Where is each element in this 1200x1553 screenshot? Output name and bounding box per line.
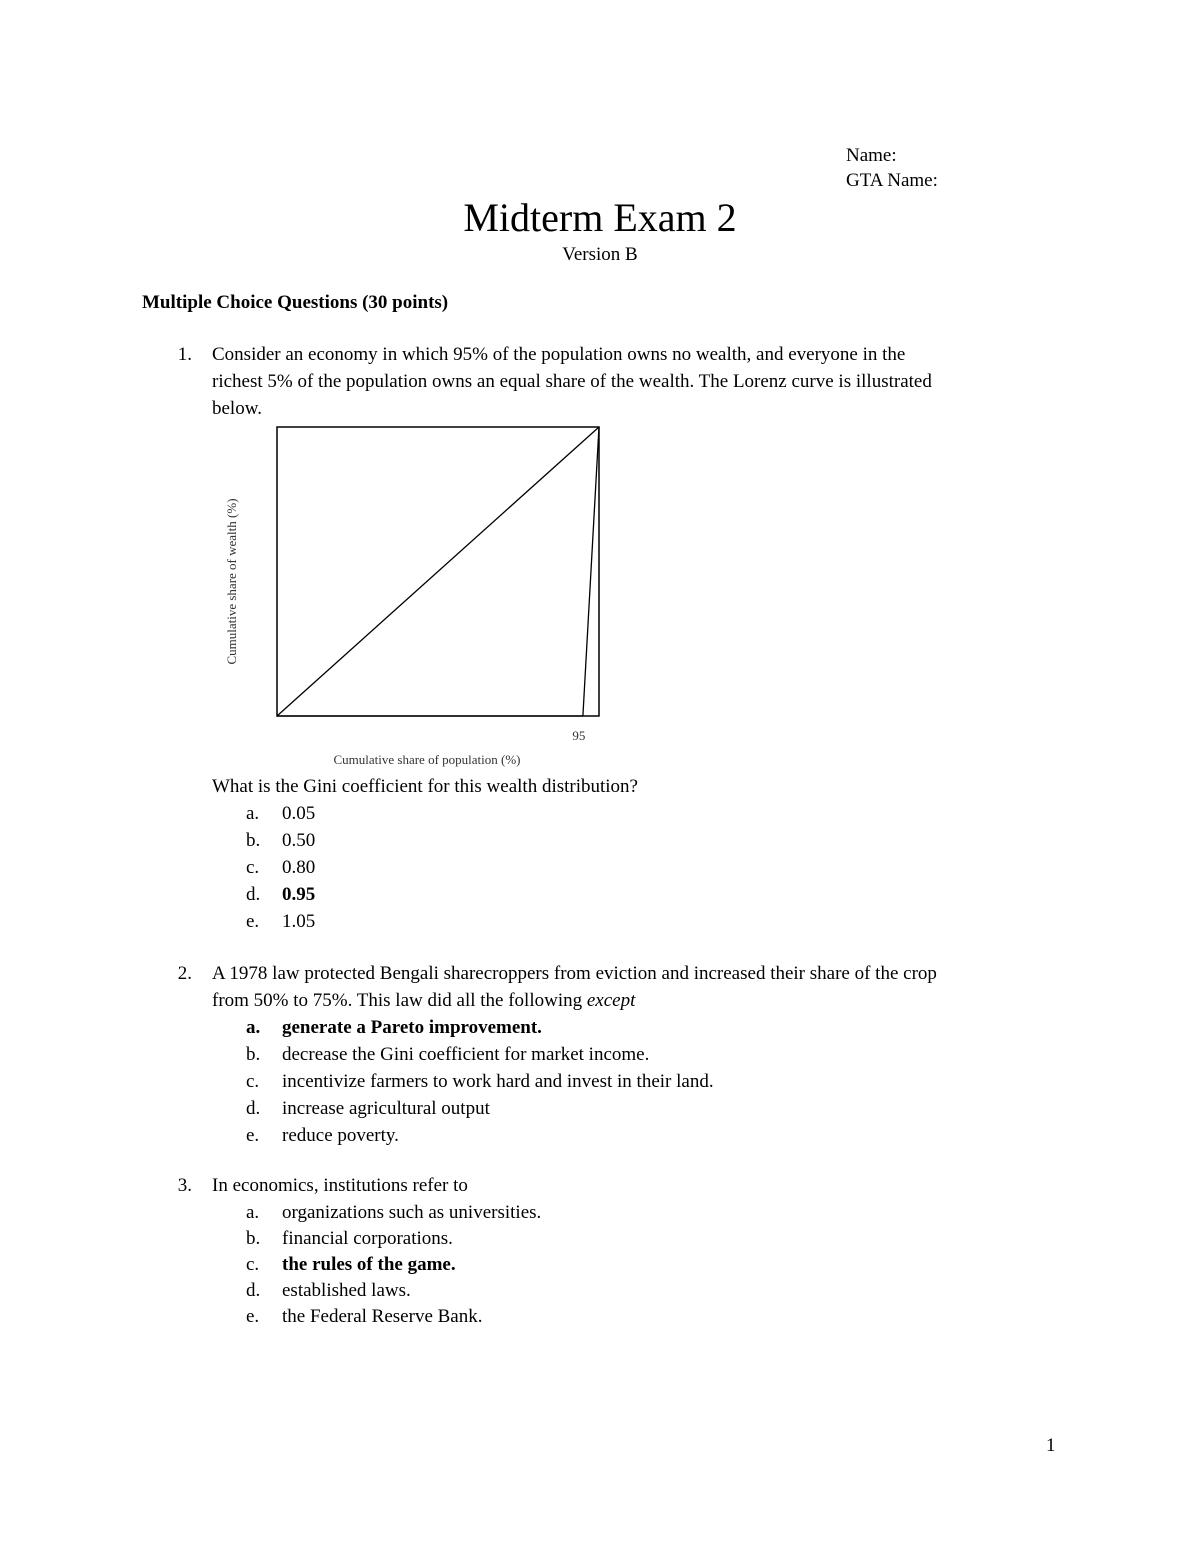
x-axis-label: Cumulative share of population (%): [333, 752, 521, 767]
lorenz-curve-chart: [210, 420, 630, 770]
option-text: increase agricultural output: [282, 1098, 490, 1119]
option-letter: d.: [246, 1280, 261, 1301]
option-text: organizations such as universities.: [282, 1202, 542, 1223]
name-label: Name:: [846, 145, 897, 166]
option-letter: d.: [246, 884, 261, 905]
option-letter: e.: [246, 911, 260, 932]
exam-version: Version B: [562, 244, 638, 265]
option-letter: e.: [246, 1125, 260, 1146]
option-text-answer: generate a Pareto improvement.: [282, 1017, 542, 1038]
equality-line: [277, 427, 599, 716]
section-title: Multiple Choice Questions (30 points): [142, 292, 449, 313]
option-letter: b.: [246, 1044, 261, 1065]
option-text: established laws.: [282, 1280, 411, 1301]
question-number: 1.: [177, 344, 192, 365]
option-text: 1.05: [282, 911, 316, 932]
option-text: the Federal Reserve Bank.: [282, 1306, 483, 1327]
gta-name-label: GTA Name:: [846, 170, 938, 191]
option-text-answer: 0.95: [282, 884, 316, 905]
x-tick-label: 95: [572, 728, 586, 743]
option-text: incentivize farmers to work hard and invest in their land.: [282, 1071, 714, 1092]
option-letter: a.: [246, 1017, 261, 1038]
option-letter: c.: [246, 1254, 260, 1275]
option-letter: e.: [246, 1306, 260, 1327]
option-text: 0.50: [282, 830, 316, 851]
question-number: 2.: [177, 963, 192, 984]
question-1-line-3: below.: [212, 398, 262, 419]
option-text: reduce poverty.: [282, 1125, 399, 1146]
option-text: 0.80: [282, 857, 316, 878]
question-2-line-2: [212, 987, 635, 1014]
option-letter: b.: [246, 830, 261, 851]
option-text: 0.05: [282, 803, 316, 824]
question-2-line-1: A 1978 law protected Bengali sharecroppers from eviction and increased their share of the crop: [212, 963, 937, 984]
option-letter: c.: [246, 857, 260, 878]
exam-title: Midterm Exam 2: [463, 195, 737, 240]
page-number: 1: [1046, 1435, 1056, 1456]
option-letter: d.: [246, 1098, 261, 1119]
question-2-emphasis: except: [586, 990, 636, 1011]
question-1-prompt: What is the Gini coefficient for this wealth distribution?: [212, 776, 638, 797]
question-2-text: from 50% to 75%. This law did all the following: [212, 990, 587, 1011]
option-text-answer: the rules of the game.: [282, 1254, 456, 1275]
question-3-text: In economics, institutions refer to: [212, 1175, 468, 1196]
question-1-line-1: Consider an economy in which 95% of the population owns no wealth, and everyone in the: [212, 344, 906, 365]
option-letter: a.: [246, 803, 260, 824]
option-letter: b.: [246, 1228, 261, 1249]
option-text: financial corporations.: [282, 1228, 453, 1249]
y-axis-label: Cumulative share of wealth (%): [224, 498, 239, 665]
option-letter: c.: [246, 1071, 260, 1092]
option-letter: a.: [246, 1202, 260, 1223]
question-number: 3.: [177, 1175, 192, 1196]
option-text: decrease the Gini coefficient for market income.: [282, 1044, 650, 1065]
question-1-line-2: richest 5% of the population owns an equal share of the wealth. The Lorenz curve is illustrated: [212, 371, 932, 392]
